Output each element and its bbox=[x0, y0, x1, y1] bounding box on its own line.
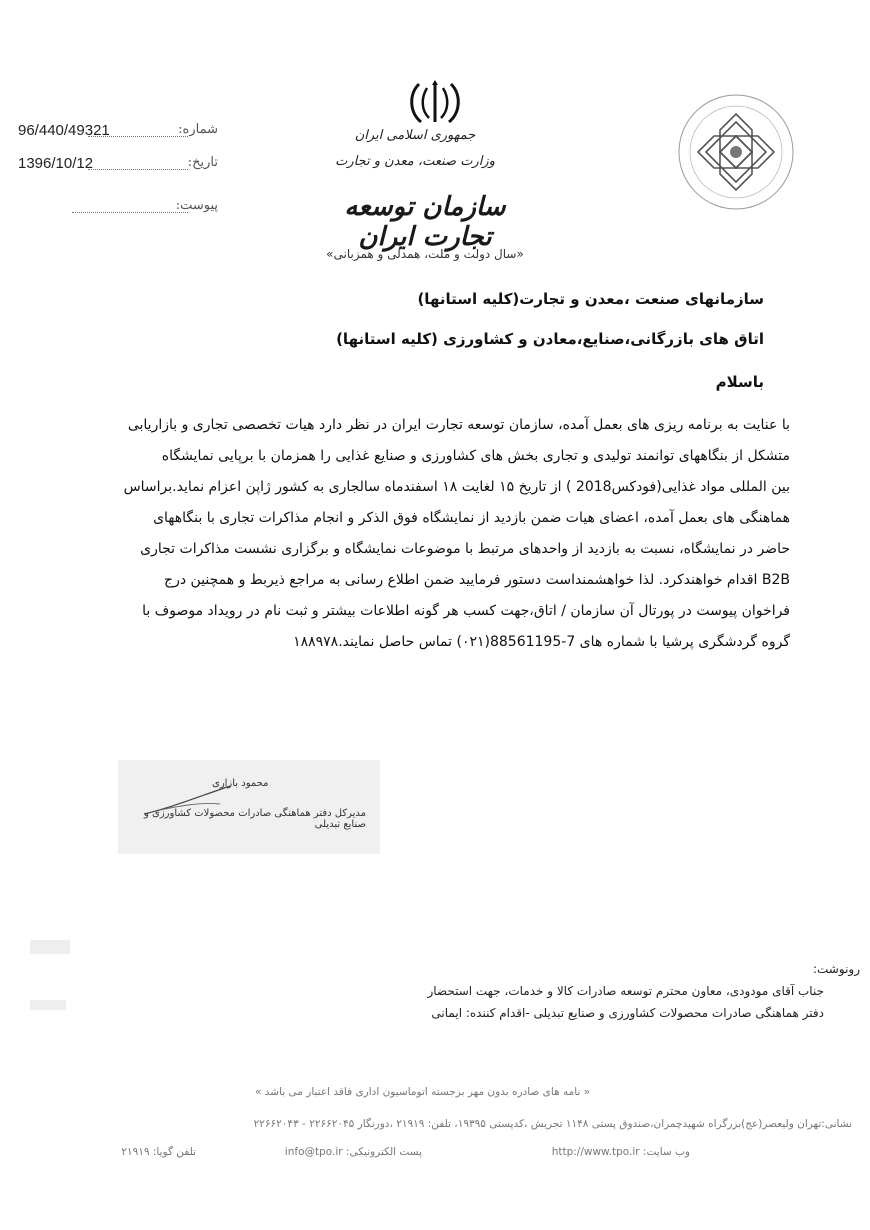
country-name: جمهوری اسلامی ایران bbox=[354, 128, 476, 143]
signatory-name: محمود بازاری bbox=[212, 778, 269, 789]
body-line: بین المللی مواد غذایی(فودکس2018 ) از تاریخ ۱۵ لغایت ۱۸ اسفندماه سالجاری به کشور ژاپن اعزام نماید.براساس bbox=[123, 479, 790, 495]
footer-email: پست الکترونیکی: info@tpo.ir bbox=[284, 1146, 422, 1158]
footer-notice: « نامه های صادره بدون مهر برجسته اتوماسیون اداری فاقد اعتبار می باشد » bbox=[255, 1086, 591, 1098]
dotted-line bbox=[72, 212, 188, 213]
greeting: باسلام bbox=[715, 373, 764, 391]
letter-date-field bbox=[18, 155, 218, 179]
footer-address: نشانی:تهران ولیعصر(عج)بزرگراه شهیدچمران،صندوق پستی ۱۱۴۸ تجریش ،کدپستی ۱۹۳۹۵، تلفن: ۲۱۹۱۹ ،دورنگار ۲۲۶۶۲۰۴۵ - ۲۲۶۶۲۰۴۳ bbox=[253, 1118, 852, 1130]
body-line: فراخوان پیوست در پورتال آن سازمان / اتاق،جهت کسب هر گونه اطلاعات بیشتر و ثبت نام در رویداد موصوف با bbox=[142, 603, 790, 619]
copies-heading: رونوشت: bbox=[812, 962, 860, 976]
scan-artifact bbox=[30, 1000, 66, 1010]
letter-body bbox=[100, 410, 790, 658]
footer-tel: تلفن گویا: ۲۱۹۱۹ bbox=[121, 1146, 196, 1158]
dotted-line bbox=[88, 136, 188, 137]
organization-name: سازمان توسعه تجارت ایران bbox=[344, 192, 506, 252]
year-slogan: «سال دولت و ملت، همدلی و همزبانی» bbox=[326, 247, 524, 261]
letter-date-label: تاریخ: bbox=[187, 155, 218, 170]
addressee-line: اتاق های بازرگانی،صنایع،معادن و کشاورزی (کلیه استانها) bbox=[336, 330, 764, 348]
letter-date-value: 1396/10/12 bbox=[18, 155, 94, 172]
letter-number-field bbox=[18, 122, 218, 146]
ministry-name: وزارت صنعت، معدن و تجارت bbox=[335, 154, 495, 169]
copy-recipient: جناب آقای مودودی، معاون محترم توسعه صادرات کالا و خدمات، جهت استحضار bbox=[427, 984, 824, 998]
copy-recipient: دفتر هماهنگی صادرات محصولات کشاورزی و صنایع تبدیلی -اقدام کننده: ایمانی bbox=[431, 1006, 824, 1020]
body-line: با عنایت به برنامه ریزی های بعمل آمده، سازمان توسعه تجارت ایران در نظر دارد هیات تخصصی تجاری و بازاریابی bbox=[127, 417, 790, 433]
letter-attachment-field bbox=[18, 198, 218, 222]
scan-artifact bbox=[30, 940, 70, 954]
body-line: هماهنگی های بعمل آمده، اعضای هیات ضمن بازدید از نمایشگاه فوق الذکر و انجام مذاکرات تجاری با بنگاههای bbox=[153, 510, 790, 526]
dotted-line bbox=[88, 169, 188, 170]
letter-attachment-label: پیوست: bbox=[175, 198, 218, 213]
body-line: حاضر در نمایشگاه، نسبت به بازدید از واحدهای مرتبط با موضوعات نمایشگاه و برگزاری نشست مذاکرات تجاری bbox=[140, 541, 790, 557]
tpo-logo-icon bbox=[676, 92, 796, 212]
footer-website: وب سایت: http://www.tpo.ir bbox=[551, 1146, 690, 1158]
addressee-line: سازمانهای صنعت ،معدن و تجارت(کلیه استانها) bbox=[417, 290, 764, 308]
letter-number-value: 96/440/49321 bbox=[18, 122, 110, 139]
iran-emblem-icon bbox=[405, 78, 465, 128]
body-line: گروه گردشگری پرشیا با شماره های 7-88561195(۰۲۱) تماس حاصل نمایند.۱۸۸۹۷۸ bbox=[293, 634, 790, 650]
body-line: B2B اقدام خواهندکرد. لذا خواهشمنداست دستور فرمایید ضمن اطلاع رسانی به مراجع ذیربط و همچنین درج bbox=[164, 572, 790, 588]
body-line: متشکل از بنگاههای توانمند تولیدی و تجاری بخش های کشاورزی و صنایع غذایی را همزمان با برپایی نمایشگاه bbox=[161, 448, 790, 464]
letter-number-label: شماره: bbox=[178, 122, 218, 137]
signatory-title: مدیرکل دفتر هماهنگی صادرات محصولات کشاورزی و صنایع تبدیلی bbox=[144, 808, 366, 830]
